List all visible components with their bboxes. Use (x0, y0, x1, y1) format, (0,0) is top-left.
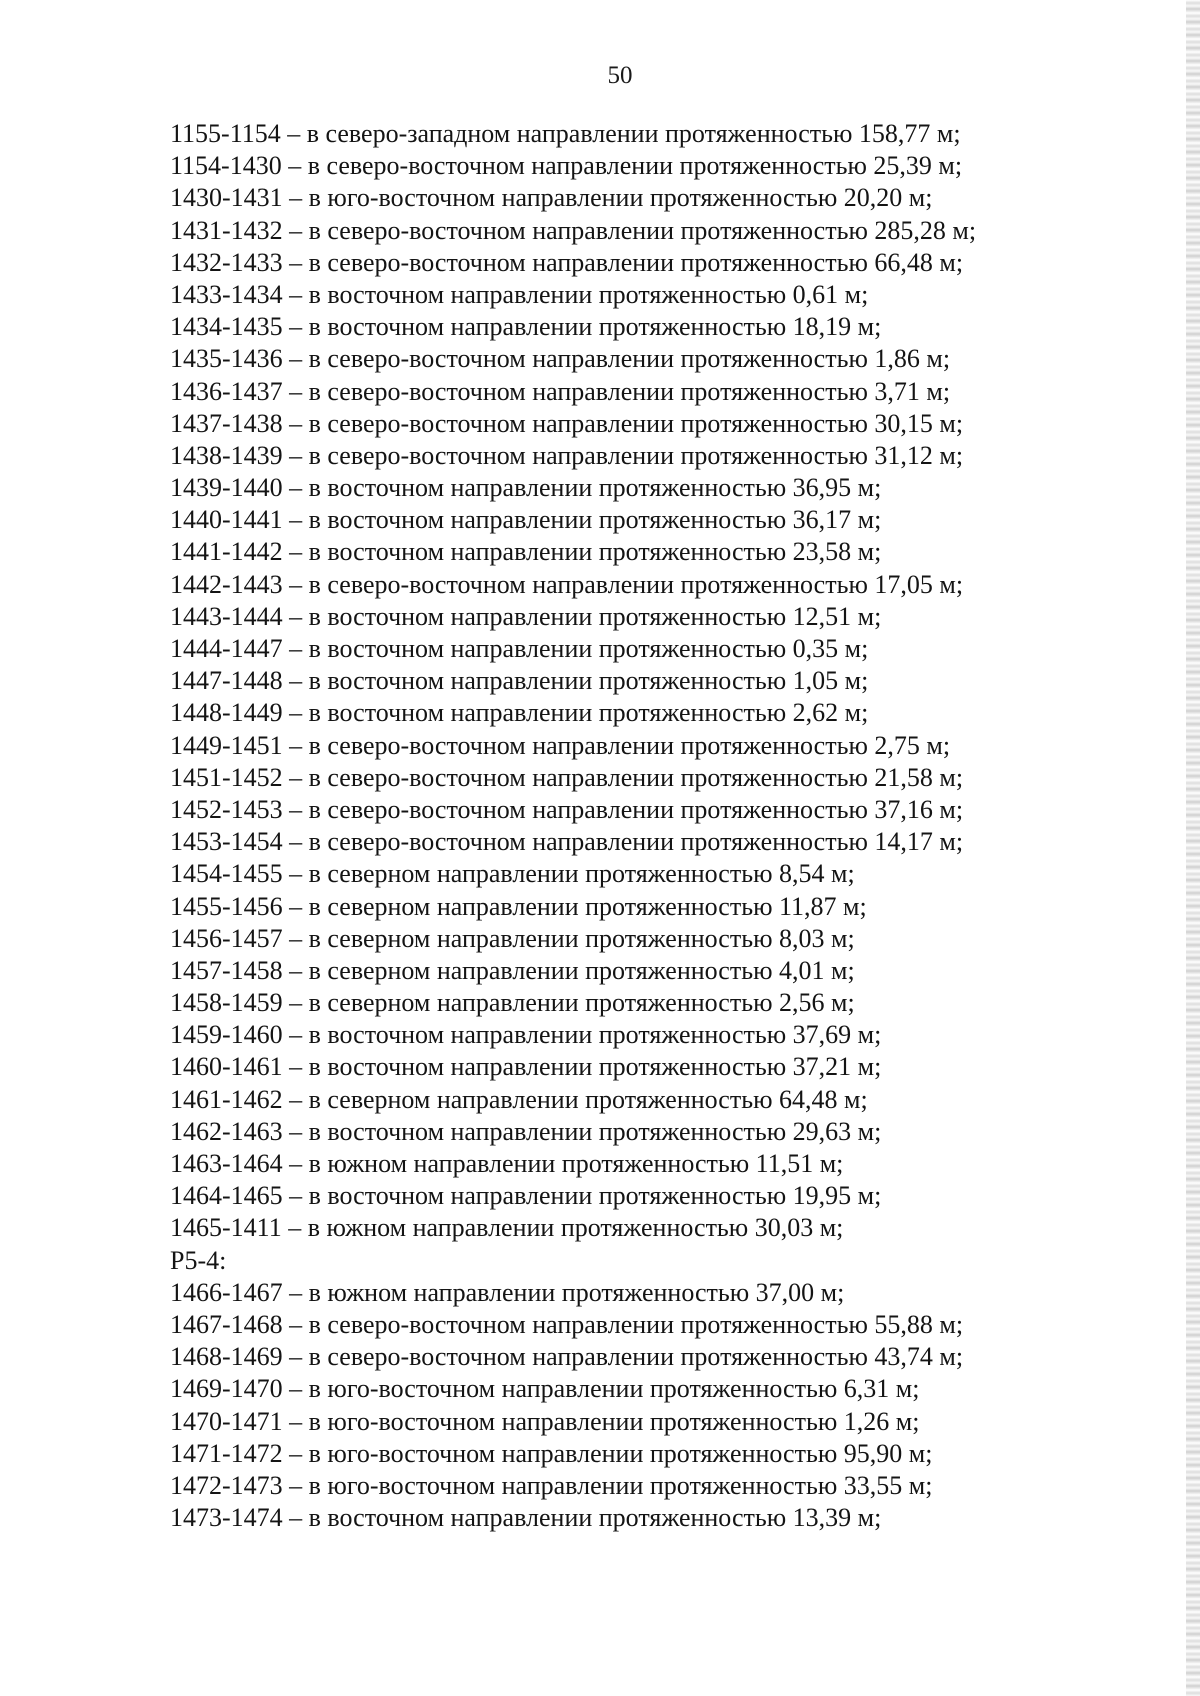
segment-line: 1468-1469 – в северо-восточном направлении протяженностью 43,74 м; (170, 1342, 964, 1372)
segment-line: 1463-1464 – в южном направлении протяженностью 11,51 м; (170, 1149, 844, 1178)
segment-line: 1469-1470 – в юго-восточном направлении протяженностью 6,31 м; (170, 1374, 920, 1404)
segment-line: 1466-1467 – в южном направлении протяженностью 37,00 м; (170, 1277, 845, 1307)
segment-line: 1461-1462 – в северном направлении протяженностью 64,48 м; (170, 1084, 868, 1114)
segment-line: 1442-1443 – в северо-восточном направлении протяженностью 17,05 м; (170, 569, 964, 599)
segment-line: 1465-1411 – в южном направлении протяженностью 30,03 м; (170, 1213, 844, 1243)
segment-line: 1473-1474 – в восточном направлении протяженностью 13,39 м; (170, 1503, 882, 1533)
segment-line: 1467-1468 – в северо-восточном направлении протяженностью 55,88 м; (170, 1309, 964, 1339)
segment-line: 1439-1440 – в восточном направлении протяженностью 36,95 м; (170, 473, 882, 503)
segment-line: 1438-1439 – в северо-восточном направлении протяженностью 31,12 м; (170, 440, 964, 470)
segment-line: 1464-1465 – в восточном направлении протяженностью 19,95 м; (170, 1181, 882, 1211)
boundary-segment-list (170, 118, 1070, 1534)
segment-line: 1444-1447 – в восточном направлении протяженностью 0,35 м; (170, 634, 869, 663)
segment-line: 1432-1433 – в северо-восточном направлении протяженностью 66,48 м; (170, 247, 964, 277)
segment-line: 1451-1452 – в северо-восточном направлении протяженностью 21,58 м; (170, 762, 964, 792)
segment-line: 1155-1154 – в северо-западном направлении протяженностью 158,77 м; (170, 119, 961, 148)
segment-line: 1457-1458 – в северном направлении протяженностью 4,01 м; (170, 955, 855, 985)
segment-line: 1472-1473 – в юго-восточном направлении протяженностью 33,55 м; (170, 1470, 933, 1500)
segment-line: 1453-1454 – в северо-восточном направлении протяженностью 14,17 м; (170, 827, 964, 857)
segment-line: 1434-1435 – в восточном направлении протяженностью 18,19 м; (170, 312, 882, 342)
segment-line: 1460-1461 – в восточном направлении протяженностью 37,21 м; (170, 1052, 882, 1082)
segment-line: 1441-1442 – в восточном направлении протяженностью 23,58 м; (170, 537, 882, 567)
segment-line: 1437-1438 – в северо-восточном направлении протяженностью 30,15 м; (170, 408, 964, 438)
segment-line: 1455-1456 – в северном направлении протяженностью 11,87 м; (170, 891, 867, 921)
segment-line: 1447-1448 – в восточном направлении протяженностью 1,05 м; (170, 666, 869, 696)
segment-line: 1454-1455 – в северном направлении протяженностью 8,54 м; (170, 859, 855, 889)
segment-line: 1436-1437 – в северо-восточном направлении протяженностью 3,71 м; (170, 376, 951, 406)
page-number: 50 (607, 62, 633, 89)
segment-line: 1449-1451 – в северо-восточном направлении протяженностью 2,75 м; (170, 730, 951, 760)
segment-line: 1443-1444 – в восточном направлении протяженностью 12,51 м; (170, 601, 882, 631)
segment-line: 1448-1449 – в восточном направлении протяженностью 2,62 м; (170, 698, 869, 728)
segment-line: 1431-1432 – в северо-восточном направлении протяженностью 285,28 м; (170, 215, 977, 245)
segment-line: 1435-1436 – в северо-восточном направлении протяженностью 1,86 м; (170, 344, 951, 374)
segment-line: 1456-1457 – в северном направлении протяженностью 8,03 м; (170, 923, 855, 953)
segment-line: 1430-1431 – в юго-восточном направлении протяженностью 20,20 м; (170, 183, 933, 213)
segment-line: 1433-1434 – в восточном направлении протяженностью 0,61 м; (170, 279, 869, 309)
segment-line: 1154-1430 – в северо-восточном направлении протяженностью 25,39 м; (170, 151, 963, 181)
segment-line: 1452-1453 – в северо-восточном направлении протяженностью 37,16 м; (170, 794, 964, 824)
scan-edge-artifact (1186, 0, 1200, 1696)
segment-line: 1471-1472 – в юго-восточном направлении протяженностью 95,90 м; (170, 1438, 933, 1468)
segment-line: 1440-1441 – в восточном направлении протяженностью 36,17 м; (170, 505, 882, 535)
segment-line: 1458-1459 – в северном направлении протяженностью 2,56 м; (170, 988, 855, 1018)
segment-line: Р5-4: (170, 1245, 227, 1275)
segment-line: 1459-1460 – в восточном направлении протяженностью 37,69 м; (170, 1020, 882, 1050)
segment-line: 1470-1471 – в юго-восточном направлении протяженностью 1,26 м; (170, 1406, 920, 1436)
segment-line: 1462-1463 – в восточном направлении протяженностью 29,63 м; (170, 1116, 882, 1146)
